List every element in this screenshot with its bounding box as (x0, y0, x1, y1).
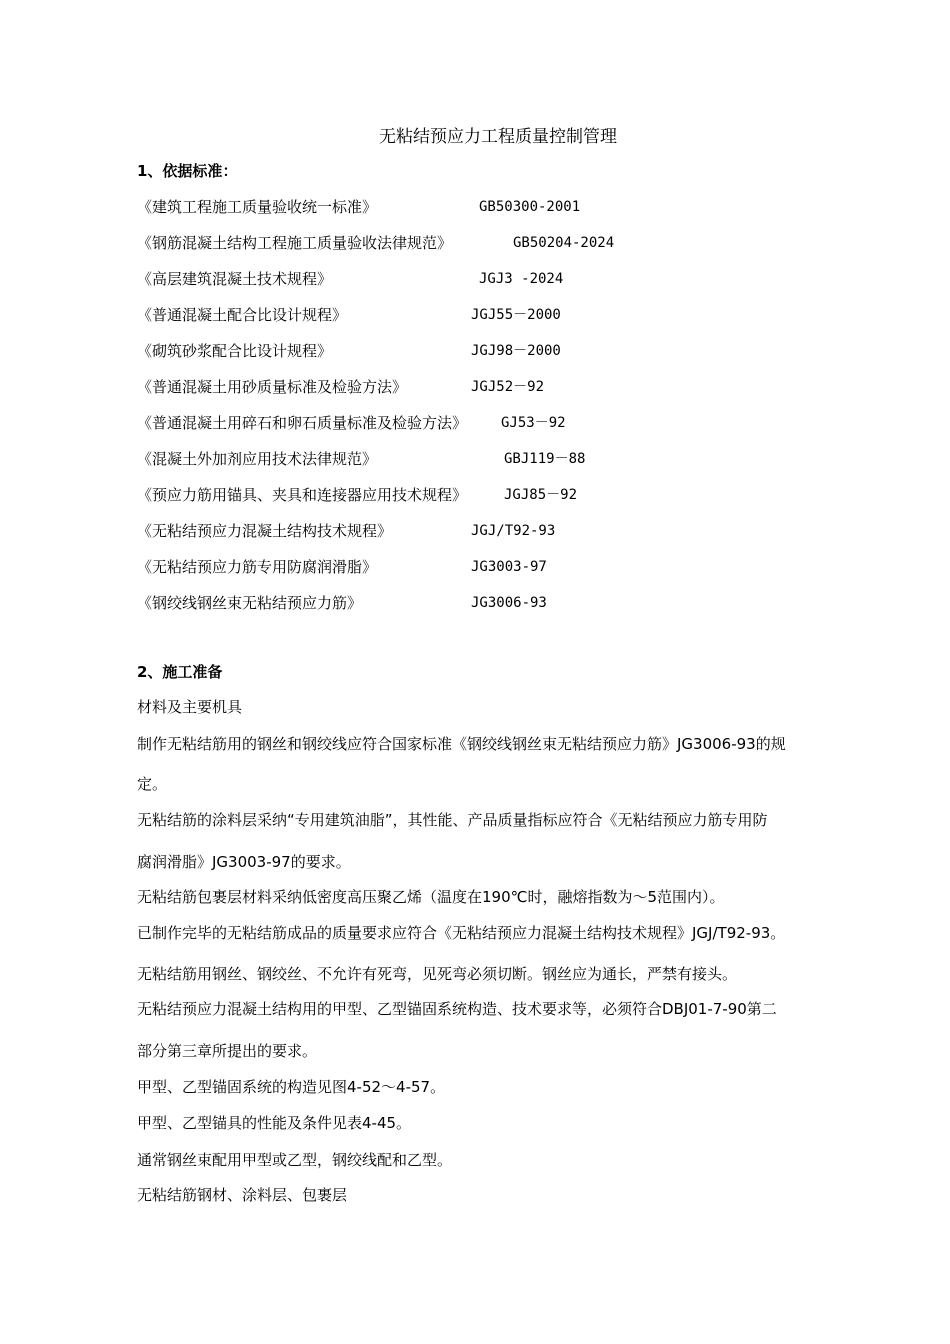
paragraph (137, 1185, 862, 1205)
paragraph (137, 887, 862, 907)
standard-code: GB50300-2001 (479, 199, 581, 215)
standard-name: 《钢筋混凝土结构工程施工质量验收法律规范》 (137, 234, 453, 252)
standard-name: 《无粘结预应力筋专用防腐润滑脂》 (137, 558, 378, 576)
standard-code: GB50204-2024 (513, 235, 615, 251)
paragraph-line: 无粘结筋用钢丝、钢绞丝、不允许有死弯，见死弯必须切断。钢丝应为通长，严禁有接头。 (137, 965, 738, 983)
paragraph-line: 腐润滑脂》JG3003-97的要求。 (137, 853, 351, 871)
standard-name: 《预应力筋用锚具、夹具和连接器应用技术规程》 (137, 486, 468, 504)
standard-code: JG3003-97 (471, 559, 547, 575)
paragraph (137, 697, 862, 717)
standard-name: 《建筑工程施工质量验收统一标准》 (137, 198, 378, 216)
paragraph-line: 定。 (137, 775, 168, 793)
paragraph-line: 无粘结筋的涂料层采纳“专用建筑油脂”，其性能、产品质量指标应符合《无粘结预应力筋专用防 (137, 811, 768, 829)
standard-code: JGJ85－92 (504, 487, 578, 503)
section-heading-standards: 1、依据标准： (137, 162, 238, 180)
section-heading-preparation: 2、施工准备 (137, 663, 223, 681)
standard-name: 《钢绞线钢丝束无粘结预应力筋》 (137, 594, 363, 612)
standard-code: JGJ52－92 (471, 379, 545, 395)
paragraph (137, 810, 862, 872)
paragraph (137, 734, 862, 794)
standard-code: GBJ119－88 (504, 451, 586, 467)
paragraph (137, 964, 862, 984)
standard-code: JGJ3 -2024 (479, 271, 564, 287)
paragraph-line: 甲型、乙型锚固系统的构造见图4-52～4-57。 (137, 1078, 446, 1096)
standard-name: 《高层建筑混凝土技术规程》 (137, 270, 333, 288)
paragraph-line: 材料及主要机具 (137, 698, 243, 716)
paragraph-line: 甲型、乙型锚具的性能及条件见表4-45。 (137, 1114, 412, 1132)
standard-code: JGJ/T92-93 (471, 523, 556, 539)
paragraph (137, 1113, 862, 1133)
standard-code: JG3006-93 (471, 595, 547, 611)
paragraph (137, 999, 862, 1061)
standard-code: JGJ98－2000 (471, 343, 561, 359)
paragraph-line: 已制作完毕的无粘结筋成品的质量要求应符合《无粘结预应力混凝土结构技术规程》JGJ/T92-93。 (137, 924, 786, 942)
standard-name: 《混凝土外加剂应用技术法律规范》 (137, 450, 378, 468)
paragraph-line: 部分第三章所提出的要求。 (137, 1042, 318, 1060)
paragraph (137, 923, 862, 943)
standard-name: 《普通混凝土配合比设计规程》 (137, 306, 348, 324)
standard-name: 《普通混凝土用碎石和卵石质量标准及检验方法》 (137, 414, 468, 432)
paragraph (137, 1150, 862, 1170)
standard-code: GJ53－92 (501, 415, 566, 431)
standard-code: JGJ55－2000 (471, 307, 561, 323)
paragraph-line: 无粘结筋包裹层材料采纳低密度高压聚乙烯（温度在190℃时，融熔指数为～5范围内）。 (137, 888, 725, 906)
paragraph-line: 无粘结筋钢材、涂料层、包裹层 (137, 1186, 348, 1204)
standard-name: 《普通混凝土用砂质量标准及检验方法》 (137, 378, 408, 396)
paragraph-line: 通常钢丝束配用甲型或乙型，钢绞线配和乙型。 (137, 1151, 453, 1169)
standard-name: 《无粘结预应力混凝土结构技术规程》 (137, 522, 393, 540)
standard-name: 《砌筑砂浆配合比设计规程》 (137, 342, 333, 360)
paragraph-line: 无粘结预应力混凝土结构用的甲型、乙型锚固系统构造、技术要求等，必须符合DBJ01-7-90第二 (137, 1000, 777, 1018)
document-title: 无粘结预应力工程质量控制管理 (379, 127, 617, 147)
paragraph (137, 1077, 862, 1097)
paragraph-line: 制作无粘结筋用的钢丝和钢绞线应符合国家标准《钢绞线钢丝束无粘结预应力筋》JG3006-93的规 (137, 735, 786, 753)
